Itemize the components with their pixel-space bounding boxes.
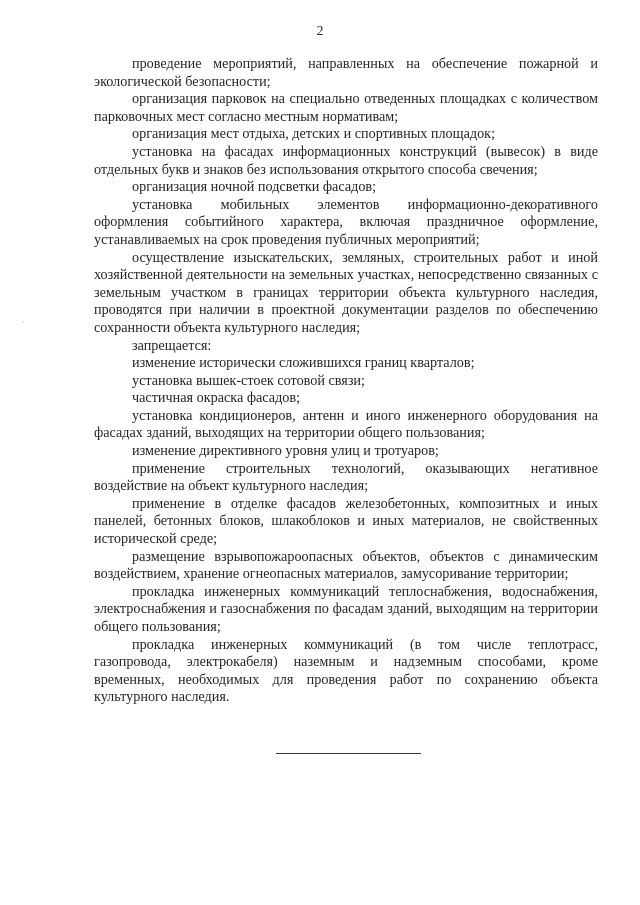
document-body xyxy=(94,56,598,707)
paragraph: осуществление изыскательских, земляных, строительных работ и иной хозяйственной деятельности на земельных участках, непосредственно связанных с земельным участком в границах территории объекта культурного наследия, проводятся при наличии в проектной документации разделов по обеспечению сохранности объекта культурного наследия; xyxy=(94,249,598,336)
paragraph: организация ночной подсветки фасадов; xyxy=(132,179,377,196)
paragraph: проведение мероприятий, направленных на обеспечение пожарной и экологической безопасности; xyxy=(94,56,598,90)
paragraph: применение в отделке фасадов железобетонных, композитных и иных панелей, бетонных блоков, шлакоблоков и иных материалов, не свойственных исторической среде; xyxy=(94,495,598,548)
paragraph: организация парковок на специально отведенных площадках с количеством парковочных мест согласно местным нормативам; xyxy=(94,91,598,125)
paragraph: изменение директивного уровня улиц и тротуаров; xyxy=(132,443,439,460)
paragraph: размещение взрывопожароопасных объектов, объектов с динамическим воздействием, хранение огнеопасных материалов, замусоривание территории; xyxy=(94,548,598,583)
paragraph: изменение исторически сложившихся границ кварталов; xyxy=(132,355,475,372)
paragraph: прокладка инженерных коммуникаций теплоснабжения, водоснабжения, электроснабжения и газоснабжения по фасадам зданий, выходящим на территории общего пользования; xyxy=(94,583,598,635)
paragraph: организация мест отдыха, детских и спортивных площадок; xyxy=(132,126,496,143)
margin-mark: · xyxy=(22,318,25,327)
page-number: 2 xyxy=(316,24,324,39)
paragraph: установка мобильных элементов информационно-декоративного оформления событийного характера, включая праздничное оформление, устанавливаемых на срок проведения публичных мероприятий; xyxy=(94,196,598,248)
paragraph: установка кондиционеров, антенн и иного инженерного оборудования на фасадах зданий, выходящих на территории общего пользования; xyxy=(94,407,598,442)
paragraph: установка на фасадах информационных конструкций (вывесок) в виде отдельных букв и знаков без использования открытого способа свечения; xyxy=(94,143,598,178)
paragraph: прокладка инженерных коммуникаций (в том числе теплотрасс, газопровода, электрокабеля) наземным и надземным способами, кроме временных, необходимых для проведения работ по сохранению объекта культурного наследия. xyxy=(94,636,598,706)
paragraph: применение строительных технологий, оказывающих негативное воздействие на объект культурного наследия; xyxy=(94,460,598,495)
paragraph: частичная окраска фасадов; xyxy=(132,390,301,407)
prohibitions-heading: запрещается: xyxy=(132,337,212,354)
end-divider-line xyxy=(276,753,421,754)
paragraph: установка вышек-стоек сотовой связи; xyxy=(132,372,365,389)
